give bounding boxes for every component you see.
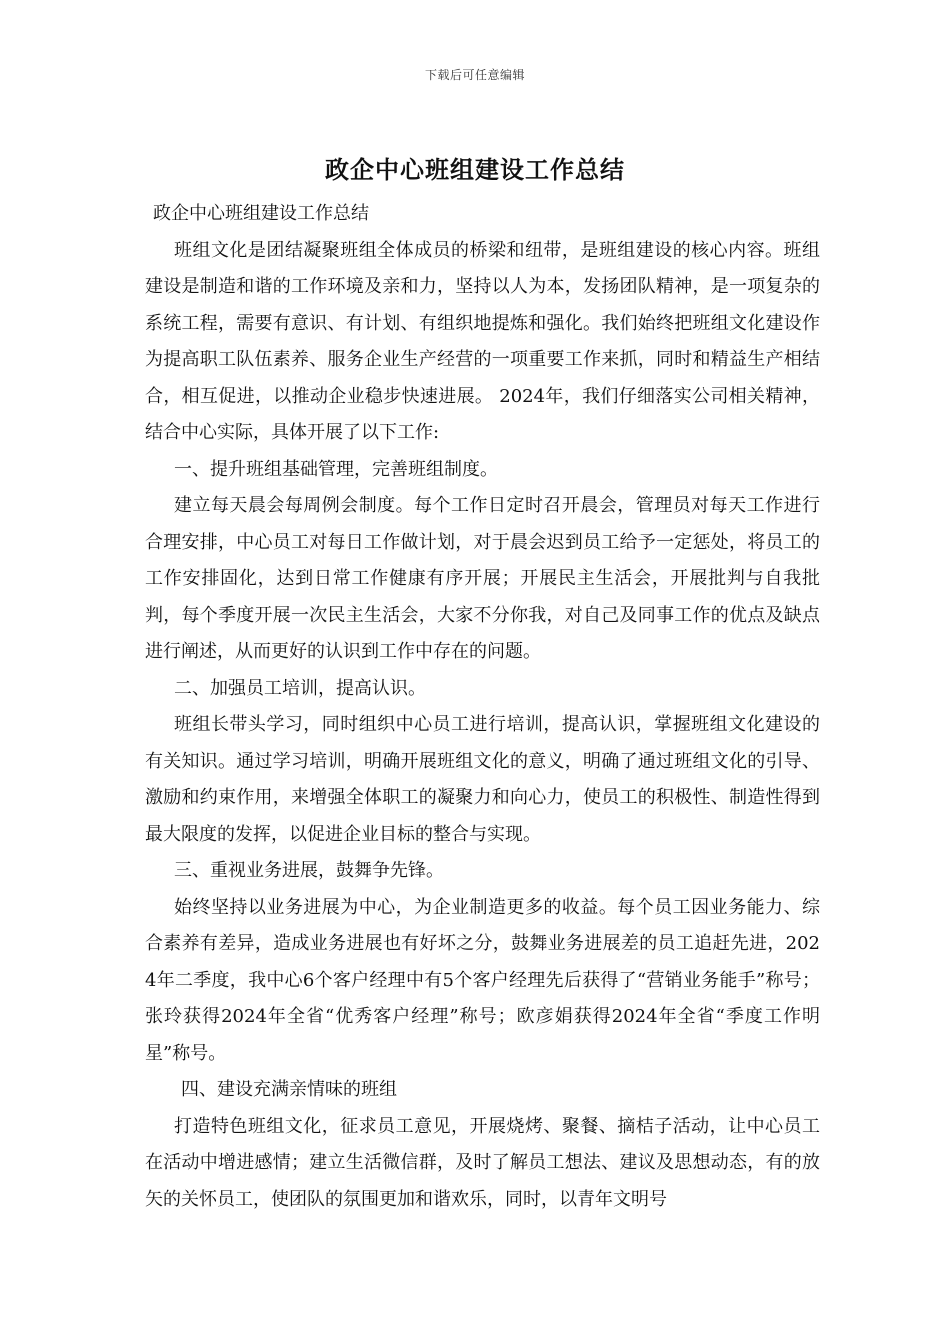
section-heading-4: 四、建设充满亲情味的班组 [181, 1079, 397, 1100]
document-title: 政企中心班组建设工作总结 [325, 155, 625, 184]
section-body-1: 建立每天晨会每周例会制度。每个工作日定时召开晨会，管理员对每天工作进行合理安排，中心员工对每日工作做计划，对于晨会迟到员工给予一定惩处，将员工的工作安排固化，达到日常工作健康有序开展；开展民主生活会，开展批判与自我批判，每个季度开展一次民主生活会，大家不分你我，对自己及同事工作的优点及缺点进行阐述，从而更好的认识到工作中存在的问题。 [145, 495, 820, 662]
section-body-2: 班组长带头学习，同时组织中心员工进行培训，提高认识，掌握班组文化建设的有关知识。通过学习培训，明确开展班组文化的意义，明确了通过班组文化的引导、激励和约束作用，来增强全体职工的凝聚力和向心力，使员工的积极性、制造性得到最大限度的发挥，以促进企业目标的整合与实现。 [145, 714, 820, 845]
header-note: 下载后可任意编辑 [424, 68, 525, 82]
section-body-4: 打造特色班组文化，征求员工意见，开展烧烤、聚餐、摘桔子活动，让中心员工在活动中增进感情；建立生活微信群，及时了解员工想法、建议及思想动态，有的放矢的关怀员工，使团队的氛围更加和谐欢乐，同时，以青年文明号 [145, 1115, 820, 1210]
section-body-3: 始终坚持以业务进展为中心，为企业制造更多的收益。每个员工因业务能力、综合素养有差异，造成业务进展也有好坏之分，鼓舞业务进展差的员工追赶先进，2024年二季度，我中心6个客户经理中有5个客户经理先后获得了“营销业务能手”称号；张玲获得2024年全省“优秀客户经理”称号；欧彦娟获得2024年全省“季度工作明星”称号。 [145, 896, 820, 1064]
section-heading-2: 二、加强员工培训，提高认识。 [174, 677, 426, 699]
section-heading-3: 三、重视业务进展，鼓舞争先锋。 [174, 860, 444, 881]
section-heading-1: 一、提升班组基础管理，完善班组制度。 [174, 458, 498, 480]
document-body [145, 196, 820, 1218]
subtitle-paragraph: 政企中心班组建设工作总结 [153, 203, 369, 224]
intro-paragraph: 班组文化是团结凝聚班组全体成员的桥梁和纽带，是班组建设的核心内容。班组建设是制造和谐的工作环境及亲和力，坚持以人为本，发扬团队精神，是一项复杂的系统工程，需要有意识、有计划、有组织地提炼和强化。我们始终把班组文化建设作为提高职工队伍素养、服务企业生产经营的一项重要工作来抓，同时和精益生产相结合，相互促进，以推动企业稳步快速进展。 2024年，我们仔细落实公司相关精神，结合中心实际，具体开展了以下工作: [145, 239, 820, 443]
